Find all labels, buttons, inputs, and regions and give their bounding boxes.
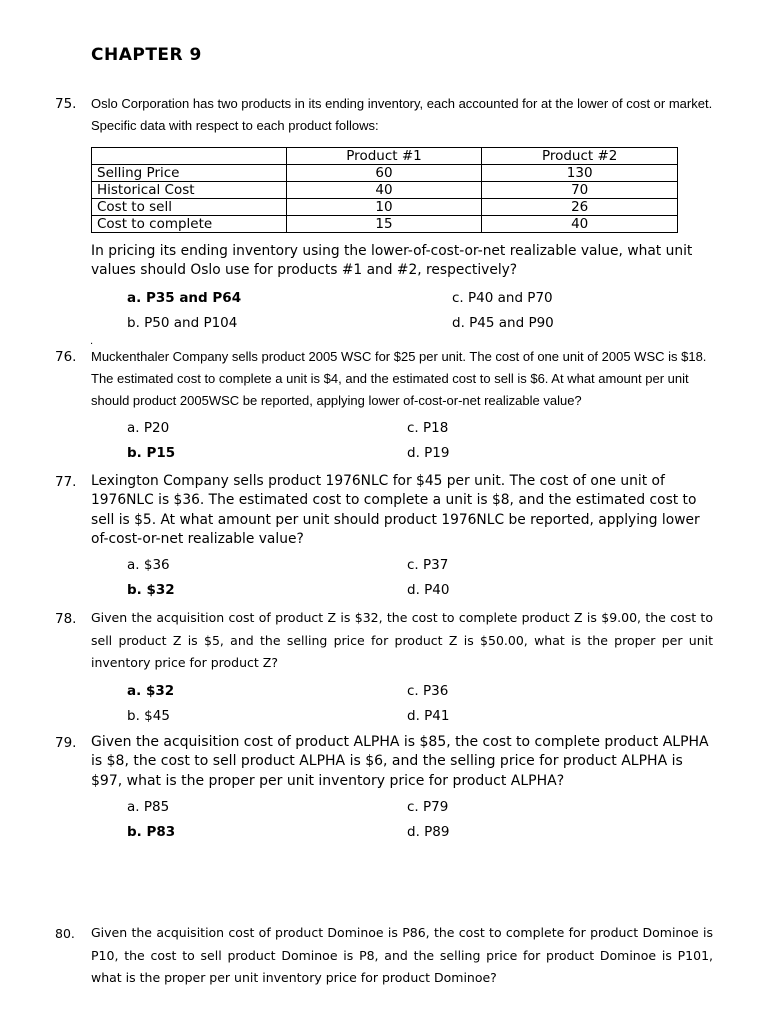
option-79-c: c. P79 xyxy=(407,799,449,815)
table-cell: 10 xyxy=(286,199,482,216)
table-row xyxy=(92,182,678,199)
question-number-76: 76. xyxy=(55,349,77,365)
inventory-table xyxy=(91,147,678,233)
table-row xyxy=(92,165,678,182)
question-76-text: Muckenthaler Company sells product 2005 WSC for $25 per unit. The cost of one unit of 2005 WSC is $18. The estimated cost to complete a unit is $4, and the estimated cost to sell is $6. At what amount per unit should product 2005WSC be reported, applying lower of-cost-or-net realizable value? xyxy=(91,349,707,408)
question-number-79: 79. xyxy=(55,735,77,751)
table-row-label: Selling Price xyxy=(92,165,287,182)
option-78-c: c. P36 xyxy=(407,683,449,699)
option-77-d: d. P40 xyxy=(407,582,450,598)
table-cell: 40 xyxy=(482,216,678,233)
table-header-cell xyxy=(92,148,287,165)
option-75-d: d. P45 and P90 xyxy=(452,315,554,331)
option-77-c: c. P37 xyxy=(407,557,449,573)
option-79-a: a. P85 xyxy=(127,799,170,815)
table-cell: 60 xyxy=(286,165,482,182)
table-row-label: Cost to sell xyxy=(92,199,287,216)
question-number-78: 78. xyxy=(55,611,77,627)
question-75-text: Oslo Corporation has two products in its ending inventory, each accounted for at the lower of cost or market. Specific data with respect to each product follows: xyxy=(91,96,713,133)
table-header-cell: Product #2 xyxy=(482,148,678,165)
option-78-b: b. $45 xyxy=(127,708,170,724)
option-77-a: a. $36 xyxy=(127,557,170,573)
option-76-b: b. P15 xyxy=(127,445,176,461)
option-76-c: c. P18 xyxy=(407,420,449,436)
table-header-row xyxy=(92,148,678,165)
chapter-title: CHAPTER 9 xyxy=(91,45,202,65)
table-cell: 130 xyxy=(482,165,678,182)
option-75-a: a. P35 and P64 xyxy=(127,290,242,306)
option-78-d: d. P41 xyxy=(407,708,450,724)
option-76-d: d. P19 xyxy=(407,445,450,461)
stray-dot: . xyxy=(90,336,94,347)
option-78-a: a. $32 xyxy=(127,683,175,699)
question-80-text: Given the acquisition cost of product Dominoe is P86, the cost to complete for product Dominoe is P10, the cost to sell product Dominoe is P8, and the selling price for product Dominoe is P101, what is the proper per unit inventory price for product Dominoe? xyxy=(91,925,713,985)
question-number-75: 75. xyxy=(55,96,77,112)
table-cell: 40 xyxy=(286,182,482,199)
table-row xyxy=(92,199,678,216)
question-79-text: Given the acquisition cost of product ALPHA is $85, the cost to complete product ALPHA is $8, the cost to sell product ALPHA is $6, and the selling price for product ALPHA is $97, what is the proper per unit inventory price for product ALPHA? xyxy=(91,734,709,789)
table-cell: 15 xyxy=(286,216,482,233)
option-79-d: d. P89 xyxy=(407,824,450,840)
question-75-prompt: In pricing its ending inventory using the lower-of-cost-or-net realizable value, what unit values should Oslo use for products #1 and #2, respectively? xyxy=(91,243,693,279)
option-77-b: b. $32 xyxy=(127,582,175,598)
option-75-b: b. P50 and P104 xyxy=(127,315,238,331)
question-number-80: 80. xyxy=(55,926,75,941)
question-number-77: 77. xyxy=(55,474,77,490)
table-cell: 70 xyxy=(482,182,678,199)
question-77-text: Lexington Company sells product 1976NLC for $45 per unit. The cost of one unit of 1976NLC is $36. The estimated cost to complete a unit is $8, and the estimated cost to sell is $5. At what amount per unit should product 1976NLC be reported, applying lower of-cost-or-net realizable value? xyxy=(91,473,700,547)
option-75-c: c. P40 and P70 xyxy=(452,290,553,306)
table-row-label: Cost to complete xyxy=(92,216,287,233)
option-79-b: b. P83 xyxy=(127,824,176,840)
table-row xyxy=(92,216,678,233)
table-header-cell: Product #1 xyxy=(286,148,482,165)
table-row-label: Historical Cost xyxy=(92,182,287,199)
option-76-a: a. P20 xyxy=(127,420,170,436)
question-78-text: Given the acquisition cost of product Z is $32, the cost to complete product Z is $9.00, the cost to sell product Z is $5, and the selling price for product Z is $50.00, what is the proper per unit inventory price for product Z? xyxy=(91,610,713,670)
table-cell: 26 xyxy=(482,199,678,216)
